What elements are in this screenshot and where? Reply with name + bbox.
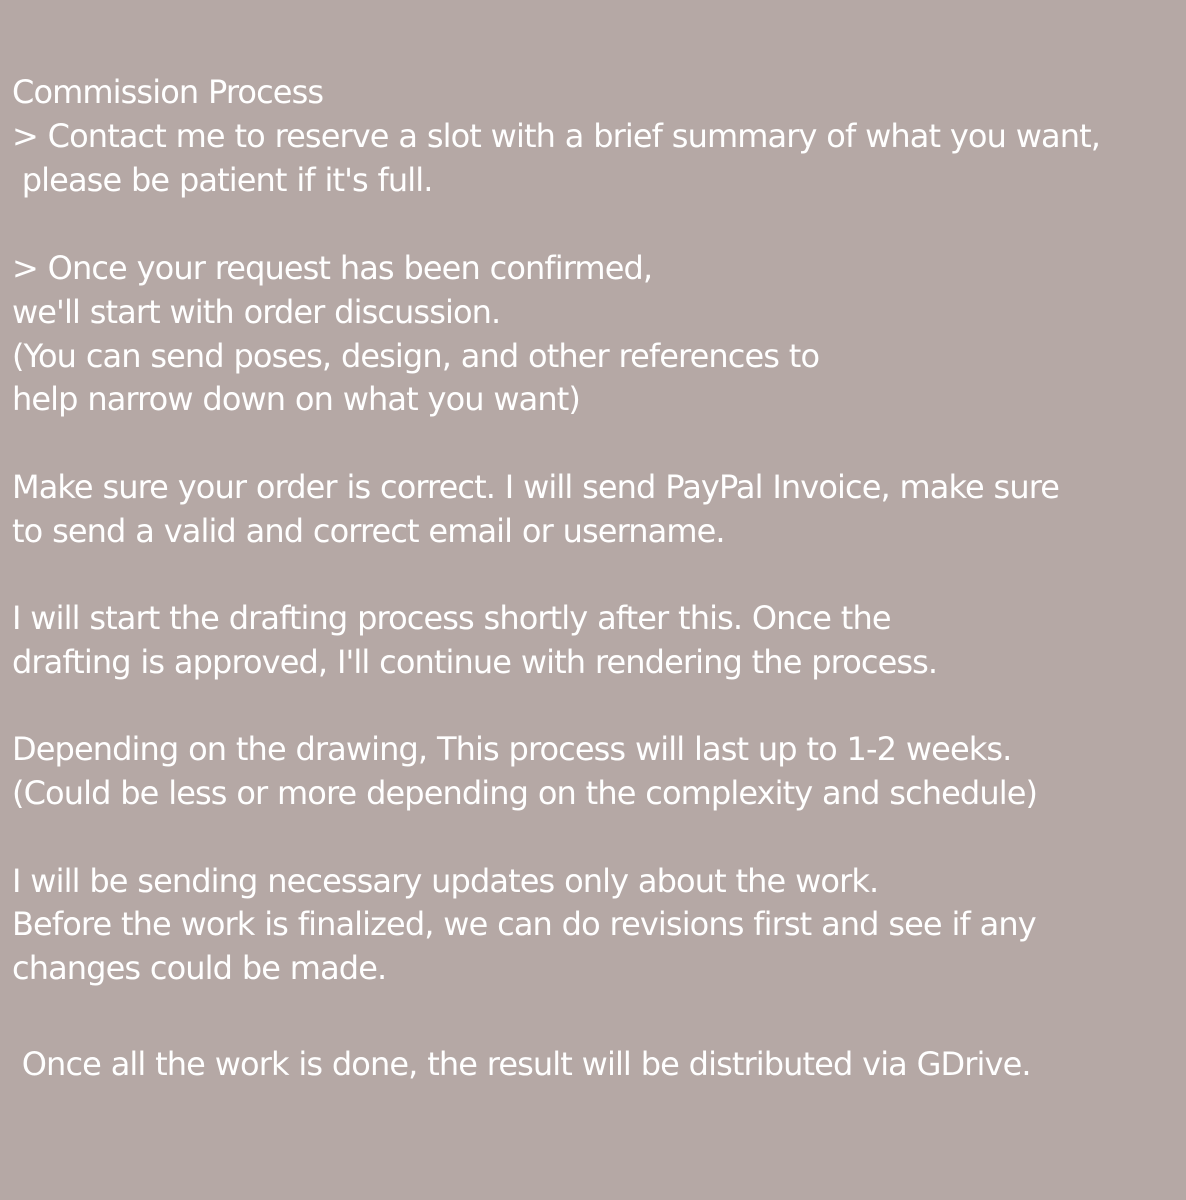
text-line: help narrow down on what you want) bbox=[12, 380, 580, 418]
text-line: changes could be made. bbox=[12, 949, 387, 987]
document-title: Commission Process bbox=[12, 73, 324, 111]
text-line: Depending on the drawing, This process will last up to 1-2 weeks. bbox=[12, 730, 1012, 768]
text-line: we'll start with order discussion. bbox=[12, 293, 501, 331]
text-line: > Contact me to reserve a slot with a brief summary of what you want, bbox=[12, 117, 1101, 155]
text-line: I will start the drafting process shortly after this. Once the bbox=[12, 599, 891, 637]
text-line: Before the work is finalized, we can do revisions first and see if any bbox=[12, 905, 1036, 943]
text-line: please be patient if it's full. bbox=[12, 161, 433, 199]
text-line: drafting is approved, I'll continue with rendering the process. bbox=[12, 643, 938, 681]
text-line: (You can send poses, design, and other references to bbox=[12, 337, 820, 375]
text-line: to send a valid and correct email or username. bbox=[12, 512, 725, 550]
text-line: > Once your request has been confirmed, bbox=[12, 249, 653, 287]
text-line: Make sure your order is correct. I will send PayPal Invoice, make sure bbox=[12, 468, 1060, 506]
text-line: Once all the work is done, the result will be distributed via GDrive. bbox=[12, 1045, 1031, 1083]
text-line: (Could be less or more depending on the complexity and schedule) bbox=[12, 774, 1038, 812]
text-line: I will be sending necessary updates only about the work. bbox=[12, 862, 879, 900]
